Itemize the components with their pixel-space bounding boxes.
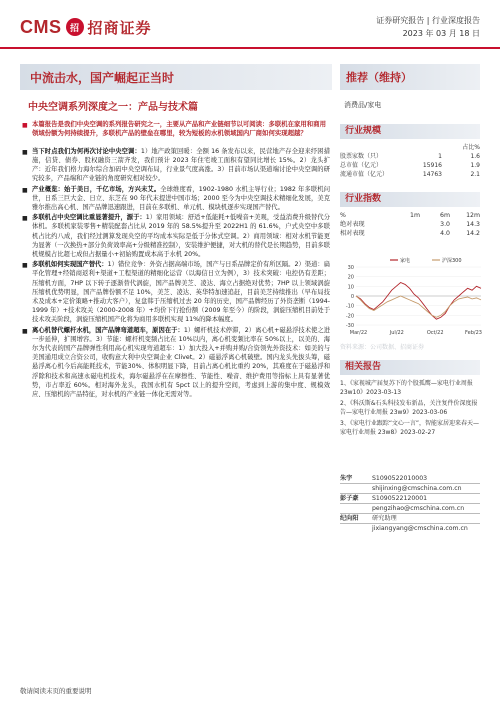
paragraph-text: 1）地产政策回暖：全额 16 条发布以来，民营地产存全迎来纾困措施，信贷、债券、股权融资三箭齐发，我们预计 2023 年住宅竣工面积有望同比增长 15%。2）龙头扩产：近年我们格力海尔综合加码中央空调布局，行业景气度高涨。3）目前市场认渠道端讨论中央空调的研究较多，产品端和产业链的角度研究相对较少。 bbox=[32, 147, 331, 183]
y-tick-label: 10 bbox=[347, 284, 354, 291]
x-tick-label: Feb/23 bbox=[465, 330, 482, 336]
analyst-row bbox=[340, 474, 480, 484]
analyst-name bbox=[340, 484, 372, 493]
row-label: 相对表现 bbox=[340, 230, 365, 237]
analyst-name: 朱宇 bbox=[340, 475, 353, 482]
row-value: 14763 bbox=[422, 171, 442, 178]
bullet-icon: ■ bbox=[22, 262, 28, 270]
analyst-email[interactable]: pengzihao@cmschina.com.cn bbox=[372, 505, 465, 512]
paragraph-text: 1）家用领域：舒适+低能耗+低噪音+美观，受益消费升级替代分体机。多联机家装零售+精装配套占比从 2019 年的 58.5%提升至 2022H1 的 61.6%，户式央空中多联机占比约八成，我们经过测算发现央空的平均成本实际是低于分体式空调。2）商用领域：相对水机节能更为显著（一次换热+部分负荷效率高+分级精准控制），安装维护便捷，对大机的替代是长期趋势，目前多联机规模占比超七成但占据量小+初始购置成本高于水机 20%。 bbox=[32, 214, 330, 259]
paragraph-lead: 产业概览：始于美日，千亿市场，方兴未艾。 bbox=[32, 185, 161, 193]
industry-index-table bbox=[340, 211, 480, 238]
paragraph-text: 1）螺杆机技术停滞，2）离心机+磁悬浮技术使之进一步延伸，扩围增容。3）节能：螺杆机变频占比在 10%以内，离心机变频比率在 50%以上，以美的、海尔为代表的国产品牌弹性利用高心机实现弯道超车：1）加大投入+并购并购/合资领先外资技术：如美的与美国通用成立合资公司，收购意大利中央空调企业 Clivet。2）磁悬浮离心机破壁。国内龙头先拔头筹，磁悬浮离心机今后高能耗技术，节能30%、体积明显下降，目前占离心机比重约 20%，其难度在于磁悬浮和浮除和技术和高速永磁电机技术，海尔磁悬浮在在摩擦性、节能性、噪音、维护费用等指标上具有显著优势，市占率近 60%。相对海外龙头，我国水机有 5pct 以上的提升空间，考虑到上游的集中度、规模效应、压缩机的产品特征，对水机的产业链一体化无需对等。 bbox=[32, 326, 330, 399]
row-share: 2.1 bbox=[470, 171, 480, 178]
report-title: 中流击水，国产崛起正当时 bbox=[30, 70, 175, 85]
column-header: 占比% bbox=[462, 144, 480, 151]
row-value: 15916 bbox=[422, 162, 442, 169]
related-reports-list bbox=[340, 380, 480, 437]
analyst-email[interactable]: shijinxing@cmschina.com.cn bbox=[372, 485, 462, 492]
report-type: 证券研究报告 | 行业深度报告 bbox=[376, 16, 480, 25]
main-column bbox=[22, 120, 330, 400]
analyst-row bbox=[340, 524, 480, 534]
paragraph bbox=[22, 260, 330, 324]
table-row bbox=[340, 220, 480, 229]
y-tick-label: 20 bbox=[347, 274, 354, 281]
bullet-icon: ■ bbox=[22, 186, 28, 194]
industry-index-section bbox=[340, 192, 480, 238]
row-label: 绝对表现 bbox=[340, 221, 365, 228]
paragraph-lead: 多联机占中央空调比重显著提升，源于： bbox=[32, 214, 146, 222]
y-tick-label: -20 bbox=[345, 313, 354, 320]
x-tick-label: Mar/22 bbox=[349, 330, 368, 336]
paragraph bbox=[22, 147, 330, 184]
table-row bbox=[340, 229, 480, 238]
x-tick-label: Jul/22 bbox=[389, 330, 404, 336]
y-tick-label: -10 bbox=[345, 303, 354, 310]
header-divider bbox=[0, 47, 500, 49]
table-header-row bbox=[340, 143, 480, 152]
analyst-email[interactable]: jixiangyang@cmschina.com.cn bbox=[372, 525, 468, 532]
analyst-name: 彭子豪 bbox=[340, 495, 359, 502]
x-tick-label: Oct/22 bbox=[426, 330, 444, 336]
brand-logo bbox=[20, 16, 152, 38]
analyst-row bbox=[340, 484, 480, 494]
rating: 推荐（维持） bbox=[346, 71, 412, 84]
paragraph bbox=[22, 185, 330, 213]
column-header: % bbox=[340, 212, 346, 219]
paragraph-text: 1）错位竞争：外资占据高端市场，国产与日系品牌定价有所区隔。2）渠道：扁平化管理+经销商返利+渠道+工程渠道的精细化运营（以海信日立为例），3）技术突破：电控仍有差距；压缩机方面，7HP 以下转子逐渐替代涡旋，国产品牌美芝、凌达、海立占据绝对优势；7HP 以上领域涡旋压缩机优势明显，国产品牌份额不足 10%，美芝、凌达、英华特加速追赶，目前美芝持续推出（早布局技术及成本+定价策略+推动大客户），复盘韩于压缩机过去 20 年的历史，国产品牌经历了外资垄断（1994-1999 年）+技术攻关（2000-2008 年）+均价下行抢份额（2009 年至今）的阶段，涡旋压缩机目前处于技术攻关阶段，涡旋压缩机国产化将为商用多联机实现 11%的降本幅度。 bbox=[32, 261, 331, 324]
row-label: 总市值（亿元） bbox=[340, 162, 383, 169]
analyst-role: 研究助理 bbox=[372, 515, 397, 522]
analyst-name bbox=[340, 504, 372, 513]
legend-label: 沪深300 bbox=[442, 258, 462, 264]
y-tick-label: 0 bbox=[350, 294, 354, 300]
row-value: 14.2 bbox=[466, 230, 480, 237]
abstract bbox=[22, 120, 330, 139]
analyst-name bbox=[340, 524, 372, 534]
index-chart bbox=[340, 255, 485, 337]
logo-badge-icon: 招 bbox=[66, 18, 84, 36]
column-header: 12m bbox=[466, 212, 480, 219]
y-tick-label: -30 bbox=[345, 323, 354, 329]
analyst-cert: S1090522010003 bbox=[372, 475, 428, 482]
industry-scale-table bbox=[340, 143, 480, 179]
bullet-icon: ■ bbox=[22, 122, 28, 129]
related-reports-heading: 相关报告 bbox=[340, 360, 480, 375]
paragraph-lead: 多联机如何实现国产替代： bbox=[32, 261, 108, 269]
row-share: 1.6 bbox=[470, 153, 480, 160]
related-reports-section bbox=[340, 360, 480, 440]
table-row bbox=[340, 170, 480, 179]
row-value: 1 bbox=[438, 153, 442, 160]
analyst-cert: S1090522120001 bbox=[372, 495, 428, 502]
watermark-text: 资料来源：公司数据、招商证券 bbox=[340, 344, 425, 351]
series-line bbox=[356, 296, 481, 317]
paragraph-text: 全球维度看，1902-1980 水机主导行业；1982 年多联机问世，日系三巨大金、日立、东芝在 90 年代末提进中国市场；2000 至今为中央空调技术精细化发展，美克雅尔推出高心机、国产品牌迅速跟进，目前在多联机、单元机、模块机逐步实现国产替代。 bbox=[32, 185, 330, 212]
table-header-row bbox=[340, 211, 480, 220]
footer-note: 敬请阅读末页的重要说明 bbox=[20, 687, 92, 695]
column-header: 6m bbox=[440, 212, 450, 219]
related-report-link[interactable]: 3、《家电行业跟踪“文心一言”，智能家居迎来春天—家电行业周报 23w8》2023-02-27 bbox=[340, 420, 480, 436]
row-value: 3.0 bbox=[440, 221, 450, 228]
title-banner bbox=[20, 64, 332, 90]
bullet-icon: ■ bbox=[22, 327, 28, 335]
row-value: 14.3 bbox=[466, 221, 480, 228]
paragraph bbox=[22, 213, 330, 259]
bullet-icon: ■ bbox=[22, 148, 28, 156]
row-value: 4.0 bbox=[440, 230, 450, 237]
related-report-link[interactable]: 2、《科沃斯&石头科技发布新品，关注复件价深度报告—家电行业周报 23w9》2023-03-06 bbox=[340, 400, 478, 416]
paragraph-lead: 当下时点我们为何再次讨论中央空调： bbox=[32, 147, 141, 155]
industry-scale-heading: 行业规模 bbox=[340, 124, 480, 139]
related-report-link[interactable]: 1、《家视城产届复苏下的个股孤鹰—家电行业周报 23w10》2023-03-13 bbox=[340, 380, 473, 396]
row-label: 流通市值（亿元） bbox=[340, 171, 389, 178]
y-tick-label: 30 bbox=[347, 265, 354, 271]
row-share: 1.9 bbox=[470, 162, 480, 169]
paragraph-lead: 离心机替代螺杆水机，国产品牌弯道超车，原因在于： bbox=[32, 326, 184, 334]
analyst-name: 纪向阳 bbox=[340, 515, 359, 522]
row-value bbox=[390, 229, 420, 238]
report-date: 2023 年 03 月 18 日 bbox=[402, 29, 480, 38]
legend-label: 家电 bbox=[400, 258, 411, 264]
bullet-icon: ■ bbox=[22, 215, 28, 223]
industry-label: 消费品/家电 bbox=[344, 101, 382, 109]
row-label: 股票家数（只） bbox=[340, 153, 383, 160]
table-row bbox=[340, 161, 480, 170]
analyst-block bbox=[340, 474, 480, 534]
header-meta bbox=[376, 14, 480, 40]
industry-scale-section bbox=[340, 124, 480, 179]
logo-cms-text: CMS bbox=[20, 16, 62, 37]
analyst-row bbox=[340, 494, 480, 504]
paragraph bbox=[22, 326, 330, 400]
row-value bbox=[390, 220, 420, 229]
report-subtitle: 中央空调系列深度之一：产品与技术篇 bbox=[28, 102, 198, 113]
abstract-text: 本篇报告是我们中央空调的系列报告研究之一，主要从产品和产业链细节以可阅读：多联机在家用和商用领域份额为何持续提升，多联机产品的壁垒在哪里，较为短板的水机领域国内厂商如何实现超越？ bbox=[32, 120, 326, 138]
series-line bbox=[356, 283, 481, 320]
table-row bbox=[340, 152, 480, 161]
logo-company-name: 招商证券 bbox=[87, 18, 152, 37]
analyst-row bbox=[340, 514, 480, 524]
rating-banner bbox=[340, 64, 480, 90]
industry-index-heading: 行业指数 bbox=[340, 192, 480, 207]
index-line-chart bbox=[340, 255, 485, 337]
analyst-row bbox=[340, 504, 480, 514]
column-header: 1m bbox=[410, 212, 420, 219]
